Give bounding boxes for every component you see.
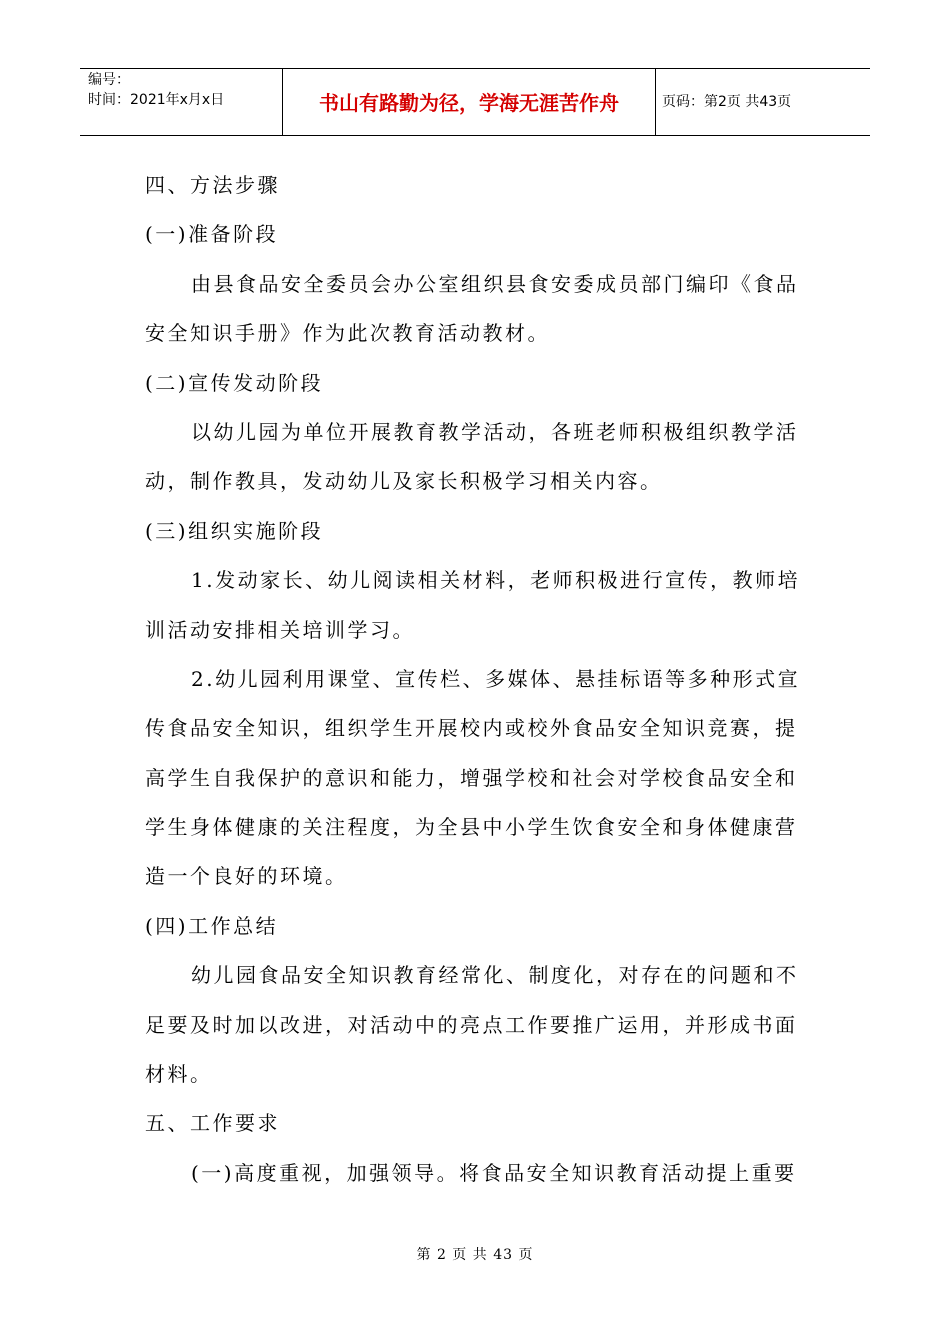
subsection-heading: (四)工作总结 (145, 913, 279, 938)
header-top-rule (80, 68, 870, 69)
header-meta (88, 70, 224, 110)
header-page-info: 页码：第2页 共43页 (662, 94, 792, 110)
paragraph-line: 1.发动家长、幼儿阅读相关材料，老师积极进行宣传，教师培 (191, 568, 801, 593)
paragraph-line: 高学生自我保护的意识和能力，增强学校和社会对学校食品安全和 (145, 765, 798, 790)
paragraph-line: (一)高度重视，加强领导。将食品安全知识教育活动提上重要 (191, 1160, 797, 1185)
paragraph-line: 由县食品安全委员会办公室组织县食安委成员部门编印《食品 (191, 271, 799, 296)
header-motto: 书山有路勤为径，学海无涯苦作舟 (319, 91, 619, 115)
header-bottom-rule (80, 135, 870, 136)
paragraph-line: 传食品安全知识，组织学生开展校内或校外食品安全知识竞赛，提 (145, 716, 798, 741)
paragraph-line: 幼儿园食品安全知识教育经常化、制度化，对存在的问题和不 (191, 963, 799, 988)
subsection-heading: (二)宣传发动阶段 (145, 370, 324, 395)
header-divider-right (655, 68, 656, 135)
document-body (145, 161, 805, 1198)
document-number-label: 编号： (88, 72, 130, 88)
paragraph-line: 学生身体健康的关注程度，为全县中小学生饮食安全和身体健康营 (145, 815, 798, 840)
paragraph-line: 足要及时加以改进，对活动中的亮点工作要推广运用，并形成书面 (145, 1012, 798, 1037)
subsection-heading: (一)准备阶段 (145, 222, 279, 247)
paragraph-line: 动，制作教具，发动幼儿及家长积极学习相关内容。 (145, 469, 663, 494)
document-date: 时间：2021年x月x日 (88, 92, 225, 108)
section-heading: 四、方法步骤 (145, 173, 280, 197)
subsection-heading: (三)组织实施阶段 (145, 518, 324, 543)
paragraph-line: 2.幼儿园利用课堂、宣传栏、多媒体、悬挂标语等多种形式宣 (191, 666, 801, 691)
paragraph-line: 造一个良好的环境。 (145, 864, 348, 889)
paragraph-line: 训活动安排相关培训学习。 (145, 617, 415, 642)
page-footer: 第 2 页 共 43 页 (416, 1247, 534, 1263)
paragraph-line: 安全知识手册》作为此次教育活动教材。 (145, 321, 550, 346)
paragraph-line: 材料。 (145, 1062, 213, 1087)
paragraph-line: 以幼儿园为单位开展教育教学活动，各班老师积极组织教学活 (191, 419, 799, 444)
section-heading: 五、工作要求 (145, 1111, 280, 1136)
